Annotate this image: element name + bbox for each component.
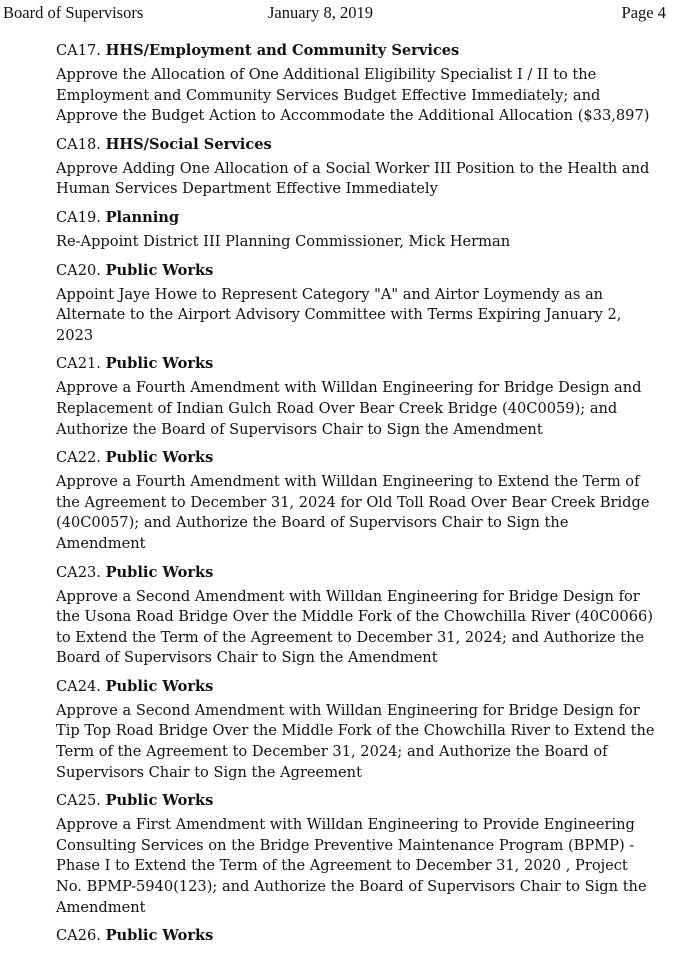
agenda-item-department: HHS/Social Services — [105, 135, 272, 153]
agenda-item-description-line: Approve a Fourth Amendment with Willdan Engineering for Bridge Design and — [56, 379, 642, 397]
agenda-item-description-line: Re-Appoint District III Planning Commissioner, Mick Herman — [56, 232, 511, 250]
agenda-item-code: CA26. — [56, 927, 101, 945]
agenda-item — [56, 926, 656, 946]
agenda-item-description-line: Alternate to the Airport Advisory Committee with Terms Expiring January 2, — [56, 306, 622, 324]
agenda-item — [56, 354, 656, 440]
agenda-item — [56, 261, 656, 347]
agenda-item-description-line: Human Services Department Effective Immediately — [56, 180, 438, 198]
agenda-item-code: CA25. — [56, 792, 101, 810]
agenda-item-code: CA17. — [56, 42, 101, 59]
agenda-item-department: Public Works — [105, 261, 214, 279]
agenda-item-description-line: Appoint Jaye Howe to Represent Category "A" and Airtor Loymendy as an — [56, 285, 604, 303]
agenda-item-description-line: Approve a Second Amendment with Willdan Engineering for Bridge Design for — [56, 587, 640, 605]
agenda-item-description-line: No. BPMP-5940(123); and Authorize the Board of Supervisors Chair to Sign the — [56, 878, 647, 896]
agenda-item-description-line: Approve Adding One Allocation of a Social Worker III Position to the Health and — [56, 159, 650, 177]
agenda-item-description-line: Tip Top Road Bridge Over the Middle Fork of the Chowchilla River to Extend the — [56, 722, 655, 740]
agenda-item-heading — [56, 135, 656, 155]
agenda-item-description-line: Amendment — [56, 534, 146, 552]
agenda-item-code: CA23. — [56, 563, 101, 581]
agenda-item-description-line: the Agreement to December 31, 2024 for Old Toll Road Over Bear Creek Bridge — [56, 493, 650, 511]
agenda-item-description — [56, 285, 656, 347]
agenda-item-heading — [56, 261, 656, 281]
agenda-item — [56, 677, 656, 783]
agenda-item-heading — [56, 926, 656, 946]
agenda-item-description-line: Approve the Allocation of One Additional Eligibility Specialist I / II to the — [56, 66, 597, 83]
agenda-item-heading — [56, 354, 656, 374]
agenda-item-department: Public Works — [105, 792, 214, 810]
agenda-item-description — [56, 701, 656, 783]
page-header — [3, 3, 666, 25]
agenda-item-description-line: 2023 — [56, 326, 94, 344]
agenda-item-description-line: Board of Supervisors Chair to Sign the Amendment — [56, 649, 438, 667]
agenda-item-department: HHS/Employment and Community Services — [105, 42, 460, 59]
agenda-item-description — [56, 587, 656, 669]
agenda-item-description — [56, 378, 656, 440]
agenda-item-department: Public Works — [105, 449, 214, 467]
agenda-item-description-line: Approve a Fourth Amendment with Willdan Engineering to Extend the Term of — [56, 473, 640, 491]
agenda-item-code: CA19. — [56, 208, 101, 226]
agenda-item-description-line: Supervisors Chair to Sign the Agreement — [56, 763, 362, 781]
agenda-item-description-line: (40C0057); and Authorize the Board of Supervisors Chair to Sign the — [56, 514, 569, 532]
agenda-item-description-line: the Usona Road Bridge Over the Middle Fork of the Chowchilla River (40C0066) — [56, 608, 653, 626]
agenda-item-description-line: Term of the Agreement to December 31, 2024; and Authorize the Board of — [56, 743, 608, 761]
agenda-item-description — [56, 472, 656, 554]
agenda-item-department: Planning — [105, 208, 180, 226]
agenda-item-department: Public Works — [105, 927, 214, 945]
agenda-item-description-line: Amendment — [56, 898, 146, 916]
agenda-item-description-line: Approve a First Amendment with Willdan Engineering to Provide Engineering — [56, 816, 635, 834]
header-page-number: Page 4 — [621, 3, 666, 22]
agenda-item-description-line: Phase I to Extend the Term of the Agreement to December 31, 2020 , Project — [56, 857, 628, 875]
agenda-item-description-line: Approve the Budget Action to Accommodate the Additional Allocation ($33,897) — [56, 107, 650, 125]
agenda-item-description-line: Approve a Second Amendment with Willdan Engineering for Bridge Design for — [56, 701, 640, 719]
agenda-item-description-line: Employment and Community Services Budget Effective Immediately; and — [56, 86, 601, 104]
agenda-item-department: Public Works — [105, 677, 214, 695]
agenda-item-description — [56, 159, 656, 200]
header-date: January 8, 2019 — [268, 3, 373, 22]
agenda-item-description-line: Consulting Services on the Bridge Preventive Maintenance Program (BPMP) - — [56, 836, 635, 854]
agenda-item-description-line: Replacement of Indian Gulch Road Over Bear Creek Bridge (40C0059); and — [56, 399, 618, 417]
agenda-item — [56, 448, 656, 554]
agenda-item-description — [56, 815, 656, 918]
agenda-item-heading — [56, 41, 656, 61]
agenda-item — [56, 41, 656, 127]
agenda-item-heading — [56, 677, 656, 697]
header-board-title: Board of Supervisors — [3, 3, 144, 22]
agenda-item-description-line: to Extend the Term of the Agreement to December 31, 2024; and Authorize the — [56, 628, 645, 646]
agenda-item — [56, 208, 656, 253]
agenda-item-code: CA20. — [56, 261, 101, 279]
agenda-item-description — [56, 232, 656, 253]
agenda-item-heading — [56, 208, 656, 228]
agenda-item-code: CA21. — [56, 355, 101, 373]
agenda-item-code: CA22. — [56, 449, 101, 467]
agenda-item-department: Public Works — [105, 563, 214, 581]
agenda-item-department: Public Works — [105, 355, 214, 373]
agenda-item-heading — [56, 563, 656, 583]
agenda-item — [56, 135, 656, 200]
agenda-item — [56, 791, 656, 918]
agenda-item-code: CA24. — [56, 677, 101, 695]
consent-agenda-items — [56, 41, 656, 954]
agenda-item-code: CA18. — [56, 135, 101, 153]
agenda-item-heading — [56, 448, 656, 468]
agenda-item-description — [56, 65, 656, 127]
agenda-item-description-line: Authorize the Board of Supervisors Chair to Sign the Amendment — [56, 420, 543, 438]
agenda-item-heading — [56, 791, 656, 811]
agenda-item — [56, 563, 656, 669]
